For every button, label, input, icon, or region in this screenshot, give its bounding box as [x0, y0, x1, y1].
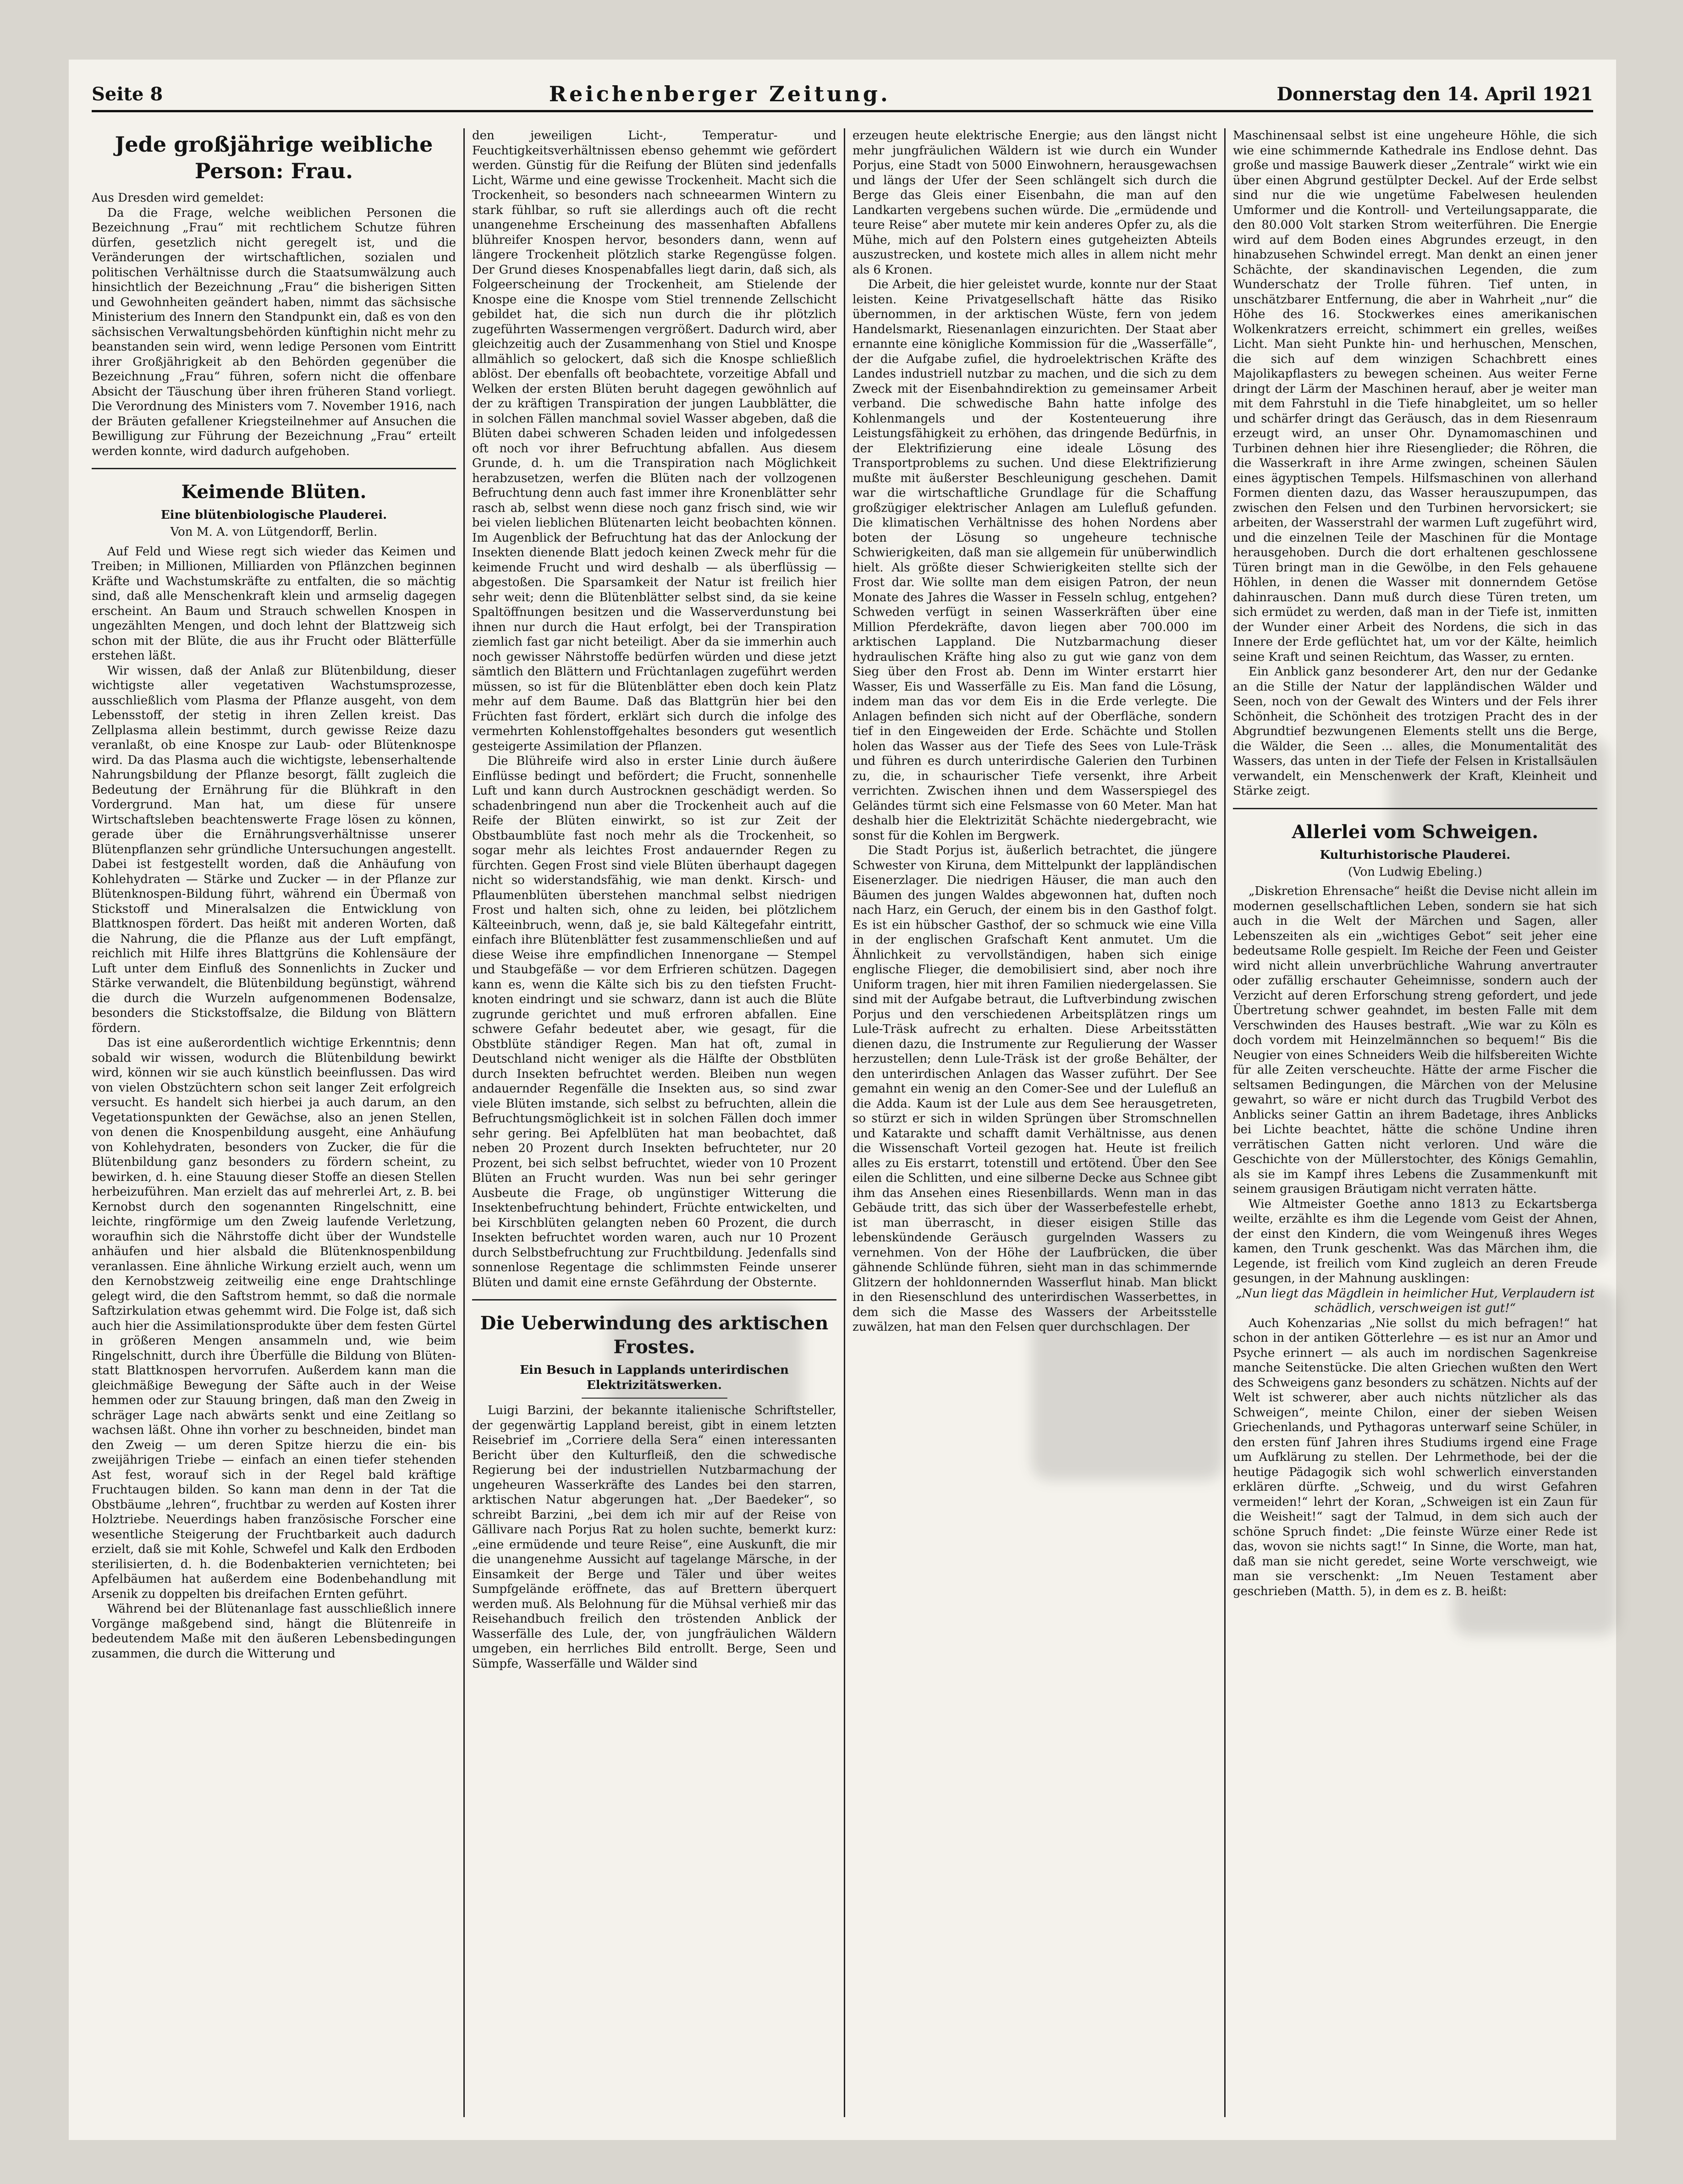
- article-paragraph: Aus Dresden wird gemeldet:: [92, 191, 264, 205]
- column-rule: [1224, 128, 1226, 2117]
- column-2: [472, 128, 836, 2117]
- article-separator: [92, 468, 456, 469]
- article-paragraph: Während bei der Blütenanlage fast ausschließlich innere Vorgänge maßgebend sind, hängt die Blütenreife in bedeutendem Maße mit den äußeren Lebensbedingungen zusammen, die durch die Witterung und: [92, 1602, 456, 1661]
- article-paragraph: den jeweiligen Licht-, Temperatur- und Feuchtigkeitsverhältnissen ebenso gehemmt wie gefördert werden. Günstig für die Reifung der Blüten sind jedenfalls Licht, Wärme und eine gewisse Trockenheit. Macht sich die Trockenheit, so besonders nach schneearmen Wintern zu stark fühlbar, so ruft sie allerdings auch oft die recht unangenehme Erscheinung des massenhaften Abfallens blühreifer Knospen hervor, besonders dann, wenn auf längere Trockenheit plötzlich starke Regengüsse folgen. Der Grund dieses Knospenabfalles liegt darin, daß sich, als Folgeerscheinung der Trockenheit, am Stielende der Knospe eine die Knospe vom Stiel trennende Zellschicht gebildet hat, die sich nun durch die ihr plötzlich zugeführten Wassermengen vergrößert. Dadurch wird, aber gleichzeitig auch der Zusammenhang von Stiel und Knospe allmählich so gelockert, daß sich die Knospe schließlich ablöst. Der ebenfalls oft beobachtete, vorzeitige Abfall und Welken der ersten Blüten beruht dagegen gewöhnlich auf der zu kräftigen Transpiration der jungen Laubblätter, die in solchen Fällen manchmal soviel Wasser abgeben, daß die Blüten dabei schweren Schaden leiden und infolgedessen oft noch vor ihrer Befruchtung abfallen. Aus diesem Grunde, d. h. um die Transpiration nach Möglichkeit herabzusetzen, werfen die Blüten nach der vollzogenen Befruchtung denn auch fast immer ihre Kronenblätter sehr rasch ab, selbst wenn diese noch ganz frisch sind, wie wir bei vielen lieblichen Blütenarten leicht beobachten können. Im Augenblick der Befruchtung hat das der Anlockung der Insekten dienende Blatt jedoch keinen Zweck mehr für die keimende Frucht und wird deshalb — als überflüssig — abgestoßen. Die Sparsamkeit der Natur ist freilich hier sehr weit; denn die Blütenblätter selbst sind, da sie keine Spaltöffnungen besitzen und die Wasserverdunstung bei ihnen nur durch die Haut erfolgt, bei der Transpiration ziemlich fast gar nicht beteiligt. Aber da sie immerhin auch noch gewisser Nährstoffe bedürfen würden und diese jetzt sämtlich den Blättern und Früchtanlagen zugeführt werden müssen, so ist für die Blütenblätter eben doch kein Platz mehr auf dem Baume. Daß das Blattgrün hier bei den Früchten fast fördert, erklärt sich durch die infolge des vermehrten Kohlenstoffgehaltes besonders gut wesentlich gesteigerte Assimilation der Pflanzen.: [472, 129, 836, 753]
- article-paragraph: Luigi Barzini, der bekannte italienische Schriftsteller, der gegenwärtig Lappland bereist, gibt in einem letzten Reisebrief im „Corriere della Sera“ einen interessanten Bericht über den Kulturfleiß, den die schwedische Regierung bei der industriellen Nutzbarmachung der ungeheuren Wasserkräfte des Landes bei den starren, arktischen Natur abgerungen hat. „Der Baedeker“, so schreibt Barzini, „bei dem ich mir auf der Reise von Gällivare nach Porjus Rat zu holen suchte, bemerkt kurz: „eine ermüdende und teure Reise“, eine Auskunft, die mir die unangenehme Aussicht auf tagelange Märsche, in der Einsamkeit der Berge und Täler und über weites Sumpfgelände eröffnete, das auf Brettern überquert werden muß. Als Belohnung für die Mühsal verhieß mir das Reisehandbuch freilich den tröstenden Anblick der Wasserfälle des Lule, der, von jungfräulichen Wäldern umgeben, ein herrliches Bild entrollt. Berge, Seen und Sümpfe, Wasserfälle und Wälder sind: [472, 1404, 836, 1671]
- article-paragraph: Die Arbeit, die hier geleistet wurde, konnte nur der Staat leisten. Keine Privatgesellschaft hätte das Risiko übernommen, in der arktischen Wüste, fern von jedem Handelsmarkt, Riesenanlagen einzurichten. Der Staat aber ernannte eine königliche Kommission für die „Wasserfälle“, der die Aufgabe zufiel, die hydroelektrischen Kräfte des Landes industriell nutzbar zu machen, und die sich zu dem Zweck mit der Eisenbahndirektion zu gemeinsamer Arbeit verband. Die schwedische Bahn hatte infolge des Kohlenmangels und der Kostenteuerung ihre Leistungsfähigkeit zu erhöhen, das dringende Bedürfnis, in der Elektrifizierung eine ideale Lösung des Transportproblems zu suchen. Und diese Elektrifizierung mußte mit äußerster Beschleunigung geschehen. Damit war die wirtschaftliche Grundlage für die Schaffung großzügiger elektrischer Anlagen am Lulefluß gefunden. Die klimatischen Verhältnisse des hohen Nordens aber boten der Lösung so ungeheure technische Schwierigkeiten, daß man sie allgemein für unüberwindlich hielt. Als größte dieser Schwierigkeiten stellte sich der Frost dar. Wie sollte man dem eisigen Patron, der neun Monate des Jahres die Wasser in Fesseln schlug, entgehen? Schweden verfügt in seinen Wasserkräften über eine Million Pferdekräfte, davon liegen aber 700.000 im arktischen Lappland. Die Nutzbarmachung dieser hydraulischen Kräfte hing also zu gut wie ganz von dem Sieg über den Frost ab. Denn im Winter erstarrt hier Wasser, Eis und Wasserfälle zu Eis. Man fand die Lösung, indem man das vor dem Eis in die Erde verlegte. Die Anlagen befinden sich nicht auf der Oberfläche, sondern tief in den Eingeweiden der Erde. Schächte und Stollen holen das Wasser aus der Tiefe des Sees von Lule-Träsk und führen es durch unterirdische Galerien den Turbinen zu, die, in schaurischer Tiefe versenkt, ihre Arbeit verrichten. Zwischen ihnen und dem Wasserspiegel des Geländes türmt sich eine Felsmasse von 60 Meter. Man hat deshalb hier die Elektrizität Schächte niedergebracht, wie sonst für die Kohlen im Bergwerk.: [852, 278, 1217, 843]
- newspaper-page: [69, 60, 1616, 2140]
- article-subtitle: Eine blütenbiologische Plauderei.: [160, 508, 387, 522]
- short-rule: [582, 1398, 727, 1399]
- article-paragraph: Das ist eine außerordentlich wichtige Erkenntnis; denn sobald wir wissen, wodurch die Blütenbildung bewirkt wird, können wir sie auch künstlich beeinflussen. Das wird von vielen Obstzüchtern schon seit langer Zeit erfolgreich versucht. Es handelt sich hierbei ja auch darum, an den Vegetationspunkten der Gewächse, also an jenen Stellen, von denen die Knospenbildung ausgeht, eine Anhäufung von Kohlehydraten, besonders von Zucker, die für die Blütenbildung ganz besonders zu fördern scheint, zu bewirken, d. h. eine Stauung dieser Stoffe an diesen Stellen herbeizuführen. Man erzielt das auf mehrerlei Art, z. B. bei Kernobst durch den sogenannten Ringelschnitt, eine leichte, ringförmige um den Zweig laufende Verletzung, woraufhin sich die Nährstoffe dicht über der Wundstelle anhäufen und hier alsbald die Blütenknospenbildung veranlassen. Eine ähnliche Wirkung erzielt auch, wenn um den Kernobstzweig zeitweilig eine enge Drahtschlinge gelegt wird, die den Saftstrom hemmt, so daß die normale Saftzirkulation etwas gehemmt wird. Die Folge ist, daß sich auch hier die Assimilationsprodukte über dem festen Gürtel in größeren Mengen ansammeln und, wie beim Ringelschnitt, durch ihre Überfülle die Bildung von Blüten- statt Blattknospen hervorrufen. Außerdem kann man die gleichmäßige Bewegung der Säfte auch in der Weise hemmen oder zur Stauung bringen, daß man den Zweig in schräger Lage nach abwärts senkt und eine Zeitlang so wachsen läßt. Ohne ihn vorher zu beschneiden, bindet man den Zweig — um deren Spitze hierzu die ein- bis zweijährigen Triebe — einfach an einen tiefer stehenden Ast fest, worauf sich in der Regel bald kräftige Fruchtaugen bilden. So kann man denn in der Tat die Obstbäume „lehren“, fruchtbar zu werden auf Kosten ihrer Holztriebe. Neuerdings haben französische Forscher eine wesentliche Steigerung der Fruchtbarkeit auch dadurch erzielt, daß sie mit Kohle, Schwefel und Kalk den Erdboden sterilisierten, d. h. die Bodenbakterien vernichteten; bei Apfelbäumen hat außerdem eine Bodenbehandlung mit Arsenik zu doppelten bis dreifachen Ernten geführt.: [92, 1036, 456, 1601]
- article-paragraph: Die Blühreife wird also in erster Linie durch äußere Einflüsse bedingt und befördert; die Frucht, sonnenhelle Luft und kann durch Austrocknen geschädigt werden. So schadenbringend nun aber die Trockenheit auch auf die Reife der Blüten einwirkt, so ist zur Zeit der Obstbaumblüte fast noch mehr als die Trockenheit, so sogar mehr als leichtes Frost andauernder Regen zu fürchten. Gegen Frost sind viele Blüten überhaupt dagegen nicht so widerstandsfähig, wie man denkt. Kirsch- und Pflaumenblüten überstehen manchmal selbst niedrigen Frost und halten sich, ohne zu leiden, bei plötzlichem Kälteeinbruch, wenn, daß je, sie bald Kältegefahr eintritt, einfach ihre Blütenblätter fest zusammenschließen und auf diese Weise ihre empfindlichen Innenorgane — Stempel und Staubgefäße — vor dem Erfrieren schützen. Dagegen kann es, wenn die Kälte sich bis zu den tiefsten Frucht-knoten eindringt und sie schwarz, dann ist auch die Blüte zugrunde gerichtet und muß erfroren abfallen. Eine schwere Gefahr bedeutet aber, wie gesagt, für die Obstblüte ständiger Regen. Man hat oft, zumal in Deutschland nicht weniger als die Hälfte der Obstblüten durch Insekten befruchtet werden. Bleiben nun wegen andauernder Regenfälle die Insekten aus, so sind zwar viele Blüten imstande, sich selbst zu befruchten, allein die Befruchtungsmöglichkeit ist in solchen Fällen doch immer sehr gering. Bei Apfelblüten hat man beobachtet, daß neben 20 Prozent durch Insekten befruchteter, nur 20 Prozent, bei sich selbst befruchtet, wieder von 10 Prozent Blüten an Frucht wurden. Was nun bei sehr geringer Ausbeute die Frage, ob ungünstiger Witterung die Insektenbefruchtung behindert, Früchte entwickelten, und bei Kirschblüten gelangten neben 60 Prozent, die durch Insekten befruchtet worden waren, auch nur 10 Prozent durch Selbstbefruchtung zur Fruchtbildung. Jedenfalls sind sonnenlose Regentage die schlimmsten Feinde unserer Blüten und damit eine ernste Gefährdung der Obsternte.: [472, 754, 836, 1290]
- column-3: [852, 128, 1217, 2117]
- column-1: [92, 128, 456, 2117]
- article-paragraph: Wir wissen, daß der Anlaß zur Blütenbildung, dieser wichtigste aller vegetativen Wachstumsprozesse, ausschließlich vom Plasma der Pflanze ausgeht, von dem Lebensstoff, der stetig in ihren Zellen kreist. Das Zellplasma allein bestimmt, durch gewisse Reize dazu veranlaßt, ob eine Knospe zur Laub- oder Blütenknospe wird. Da das Plasma auch die wichtigste, lebenserhaltende Nahrungsbildung der Pflanze besorgt, fällt zugleich die Bedeutung der Ernährung für die Blühkraft in den Vordergrund. Man hat, um diese für unsere Wirtschaftsleben beachtenswerte Frage lösen zu können, gerade über die Ernährungsverhältnisse unserer Blütenpflanzen sehr gründliche Untersuchungen angestellt. Dabei ist festgestellt worden, daß die Anhäufung von Kohlehydraten — Stärke und Zucker — in der Pflanze zur Blütenknospen-Bildung führt, während ein Übermaß von Stickstoff und Mineralsalzen die Entwicklung von Blattknospen fördert. Das heißt mit anderen Worten, daß die Nahrung, die die Pflanze aus der Luft empfängt, reichlich mit Hilfe ihres Blattgrüns die Kohlensäure der Luft unter dem Einfluß des Sonnenlichts in Zucker und Stärke verwandelt, die Blütenbildung begünstigt, während die durch die Wurzeln aufgenommenen Bodensalze, besonders die Stickstoffsalze, die Bildung von Blättern fördern.: [92, 664, 456, 1035]
- article-paragraph: Ein Anblick ganz besonderer Art, den nur der Gedanke an die Stille der Natur der lappländischen Wälder und Seen, noch von der Gewalt des Winters und der Fels ihrer Schönheit, die Schönheit des trotzigen Pracht des in der Abgrundtief bezwungenen Elements stellt uns die Berge, die Wälder, die Seen ... alles, die Monumentalität des Wassers, das unten in der Tiefe der Felsen in Kristallsäulen verwandelt, ein Menschenwerk der Kraft, Kleinheit und Stärke zeigt.: [1233, 665, 1597, 798]
- article-paragraph: Auf Feld und Wiese regt sich wieder das Keimen und Treiben; in Millionen, Milliarden von Pflänzchen beginnen Kräfte und Wachstumskräfte zu entfalten, die so mächtig sind, daß alle Menschenkraft klein und armselig dagegen erscheint. An Baum und Strauch schwellen Knospen in ungezählten Mengen, und doch lehnt der Blattzweig sich schon mit der Blüte, die aus ihr Frucht oder Blätterfülle erstehen läßt.: [92, 544, 456, 663]
- article-subtitle: Ein Besuch in Lapplands unterirdischen Elektrizitätswerken.: [520, 1363, 789, 1392]
- article-subtitle: Kulturhistorische Plauderei.: [1320, 848, 1511, 862]
- masthead: [92, 78, 1593, 112]
- article-title: Die Ueberwindung des arktischen Frostes.: [480, 1312, 829, 1358]
- article-title: Keimende Blüten.: [181, 481, 367, 503]
- article-title: Jede großjährige weibliche Person: Frau.: [115, 132, 433, 183]
- article-separator: [472, 1299, 836, 1301]
- article-paragraph: Da die Frage, welche weiblichen Personen die Bezeichnung „Frau“ mit rechtlichem Schutze führen dürfen, gesetzlich nicht geregelt ist, und die Veränderungen der wirtschaftlichen, sozialen und politischen Verhältnisse durch die Staatsumwälzung auch hinsichtlich der Bezeichnung „Frau“ die bisherigen Sitten und Gewohnheiten geändert haben, nimmt das sächsische Ministerium des Innern den Standpunkt ein, daß es von den sächsischen Verwaltungsbehörden künftighin nicht mehr zu beanstanden sein wird, wenn ledige Personen vom Eintritt ihrer Großjährigkeit ab den Behörden gegenüber die Bezeichnung „Frau“ führen, sofern nicht die offenbare Absicht der Täuschung über ihren früheren Stand vorliegt. Die Verordnung des Ministers vom 7. November 1916, nach der Bräuten gefallener Kriegsteilnehmer auf Ansuchen die Bewilligung zur Führung der Bezeichnung „Frau“ erteilt werden konnte, wird dadurch aufgehoben.: [92, 206, 456, 458]
- article-paragraph: Auch Kohenzarias „Nie sollst du mich befragen!“ hat schon in der antiken Götterlehre — es ist nur an Amor und Psyche erinnert — als auch im nordischen Sagenkreise manche Seitenstücke. Die alten Griechen wußten den Wert des Schweigens ganz besonders zu schätzen. Nichts auf der Welt ist schwerer, aber auch nichts nützlicher als das Schweigen“, meinte Chilon, einer der sieben Weisen Griechenlands, und Pythagoras unterwarf seine Schüler, in den ersten fünf Jahren ihres Studiums irgend eine Frage um Aufklärung zu stellen. Der Lehrmethode, bei der die heutige Pädagogik sich wohl schwerlich einverstanden erklären dürfte. „Schweig, und du wirst Gefahren vermeiden!“ lehrt der Koran, „Schweigen ist ein Zaun für die Weisheit!“ sagt der Talmud, in dem sich auch der schöne Spruch findet: „Die feinste Würze einer Rede ist das, wovon sie nichts sagt!“ In Sinne, die Worte, man hat, daß man sie nicht geredet, seine Worte verschweigt, wie man sie verschenkt: „Im Neuen Testament aber geschrieben (Matth. 5), in dem es z. B. heißt:: [1233, 1316, 1597, 1598]
- article-author: (Von Ludwig Ebeling.): [1348, 865, 1482, 879]
- page-number: Seite 8: [92, 83, 163, 105]
- column-4: [1233, 128, 1597, 2117]
- article-separator: [1233, 808, 1597, 809]
- article-paragraph: Wie Altmeister Goethe anno 1813 zu Eckartsberga weilte, erzählte es ihm die Legende vom Geist der Ahnen, der einst den Kindern, die vom Weingenuß ihres Weges kamen, den Trunk geschenkt. Was das Märchen ihm, die Legende, ist freilich vom Kind zugleich an deren Freude gesungen, in der Mahnung ausklingen:: [1233, 1197, 1597, 1285]
- issue-date: Donnerstag den 14. April 1921: [1276, 83, 1593, 105]
- newspaper-title: Reichenberger Zeitung.: [549, 82, 891, 106]
- article-paragraph: Maschinensaal selbst ist eine ungeheure Höhle, die sich wie eine schimmernde Kathedrale ins Endlose dehnt. Das große und massige Bauwerk dieser „Zentrale“ wirkt wie ein über einen Abgrund gestülpter Deckel. Auf der Erde selbst sind nur die wie ungetüme Fabelwesen heulenden Umformer und die Kontroll- und Verteilungsapparate, die den 80.000 Volt starken Strom weiterführen. Die Energie wird auf dem Boden eines Abgrundes erzeugt, in den hinabzusehen Schwindel erregt. Man denkt an einen jener Schächte, der skandinavischen Legenden, die zum Wunderschatz der Trolle führen. Tief unten, in unschätzbarer Entfernung, die aber in Wahrheit „nur“ die Höhe des 16. Stockwerkes eines amerikanischen Wolkenkratzers erreicht, schimmert ein grelles, weißes Licht. Man sieht Punkte hin- und herhuschen, Menschen, die sich auf dem winzigen Schachbrett eines Majolikapflasters zu bewegen scheinen. Aus weiter Ferne dringt der Lärm der Maschinen herauf, aber je weiter man mit dem Fahrstuhl in die Tiefe hinabgleitet, um so heller und schärfer dringt das Geräusch, das in dem Riesenraum erzeugt wird, an unser Ohr. Dynamomaschinen und Turbinen dehnen hier ihre Riesenglieder; die Röhren, die die Wasserkraft in ihre Arme zwingen, scheinen Säulen eines ägyptischen Tempels. Hilfsmaschinen von allerhand Formen dienten dazu, das Wasser herauszupumpen, das zwischen den Felsen und den Turbinen hervorsickert; sie arbeiten, der Wasserstrahl der warmen Luft zugeführt wird, und die einzelnen Teile der Maschinen für die Montage herausgehoben. Durch die dort erhaltenen geschlossene Türen bringt man in die Gewölbe, in den Fels gehauene Höhlen, in denen die Wasser mit donnerndem Getöse dahinrauschen. Dann muß durch diese Türen treten, um sich ermüdet zu werden, daß man in der Tiefe ist, inmitten der Wunder einer Arbeit des Nordens, die sich in das Innere der Erde geflüchtet hat, um vor der Kälte, heimlich seine Kraft und seinen Reichtum, das Wasser, zu ernten.: [1233, 129, 1597, 664]
- poem-quote: „Nun liegt das Mägdlein in heimlicher Hut, Verplaudern ist schädlich, verschweigen ist gut!“: [1235, 1286, 1595, 1315]
- article-author: Von M. A. von Lütgendorff, Berlin.: [170, 525, 378, 539]
- article-paragraph: erzeugen heute elektrische Energie; aus den längst nicht mehr jungfräulichen Wäldern ist wie durch ein Wunder Porjus, eine Stadt von 5000 Einwohnern, herausgewachsen und längs der Ufer der Seen schlängelt sich durch die Berge das Gleis einer Eisenbahn, die man auf den Landkarten vergebens suchen würde. Die „ermüdende und teure Reise“ aber mutete mir kein anderes Opfer zu, als die Mühe, mich auf den Polstern eines gutgeheizten Abteils auszustrecken, und kostete mich alles in allem nicht mehr als 6 Kronen.: [852, 129, 1217, 277]
- article-paragraph: „Diskretion Ehrensache“ heißt die Devise nicht allein im modernen gesellschaftlichen Leben, sondern sie hat sich auch in die Welt der Märchen und Sagen, aller Lebenszeiten als ein „wichtiges Gebot“ seit jeher eine bedeutsame Rolle gespielt. Im Reiche der Feen und Geister wird nicht allein unverbrüchliche Wahrung anvertrauter oder zufällig erschauter Geheimnisse, sondern auch der Verzicht auf deren Erforschung streng gefordert, und jede Übertretung schwer geahndet, im besten Falle mit dem Verschwinden des Hauses bestraft. „Wie war zu Köln es doch vordem mit Heinzelmännchen so bequem!“ Bis die Neugier von eines Schneiders Weib die hilfsbereiten Wichte für alle Zeiten verscheuchte. Hätte der arme Fischer die seltsamen Bedingungen, die Märchen von der Melusine gewahrt, so wäre er nicht durch das Trugbild Verbot des Anblicks seiner Gattin an ihrem Badetage, ihres Anblicks bei Lichte beachtet, hätte die schöne Undine ihren verrätischen Gatten nicht verloren. Und wäre die Geschichte von der Müllerstochter, des Königs Gemahlin, als sie im Kampf ihres Lebens die Zusammenkunft mit seinem grausigen Bräutigam nicht verraten hätte.: [1233, 884, 1597, 1196]
- column-rule: [463, 128, 465, 2117]
- article-paragraph: Die Stadt Porjus ist, äußerlich betrachtet, die jüngere Schwester von Kiruna, dem Mittelpunkt der lappländischen Eisenerzlager. Die niedrigen Häuser, die man auch den Bäumen des jungen Waldes abgewonnen hat, duften noch nach Harz, ein Geruch, der einem bis in den Gasthof folgt. Es ist ein hübscher Gasthof, der so schmuck wie eine Villa in der englischen Grafschaft Kent anmutet. Um die Ähnlichkeit zu vervollständigen, haben sich einige englische Flieger, die demobilisiert sind, aber noch ihre Uniform tragen, hier mit ihren Familien niedergelassen. Sie sind mit der Aufgabe betraut, die Luftverbindung zwischen Porjus und den verschiedenen Arbeitsplätzen rings um Lule-Träsk aufrecht zu erhalten. Diese Arbeitsstätten dienen dazu, die Instrumente zur Regulierung der Wasser herzustellen; denn Lule-Träsk ist der große Behälter, der den unterirdischen Anlagen das Wasser zuführt. Der See gemahnt ein wenig an den Comer-See und der Lulefluß an die Adda. Kaum ist der Lule aus dem See herausgetreten, so stürzt er sich in wilden Sprüngen über Stromschnellen und Katarakte und schafft damit Verhältnisse, aus denen die Wissenschaft Vorteil gezogen hat. Heute ist freilich alles zu Eis erstarrt, totenstill und ertötend. Über den See eilen die Schlitten, und eine silberne Decke aus Schnee gibt ihm das Ansehen eines Riesenbillards. Wenn man in das Gebäude tritt, das sich über der Wasserbefestelle erhebt, ist man überrascht, in dieser eisigen Stille das lebenskündende Geräusch gurgelnden Wassers zu vernehmen. Von der Höhe der Laufbrücken, die über gähnende Schlünde führen, sieht man in das schimmernde Glitzern der hohldonnernden Wasserflut hinab. Man blickt in den Riesenschlund des unterirdischen Wasserbettes, in dem sich die Masse des Wassers der Arbeitsstelle zuwälzen, hat man den Felsen quer durchschlagen. Der: [852, 844, 1217, 1334]
- article-title: Allerlei vom Schweigen.: [1292, 821, 1539, 843]
- column-rule: [844, 128, 845, 2117]
